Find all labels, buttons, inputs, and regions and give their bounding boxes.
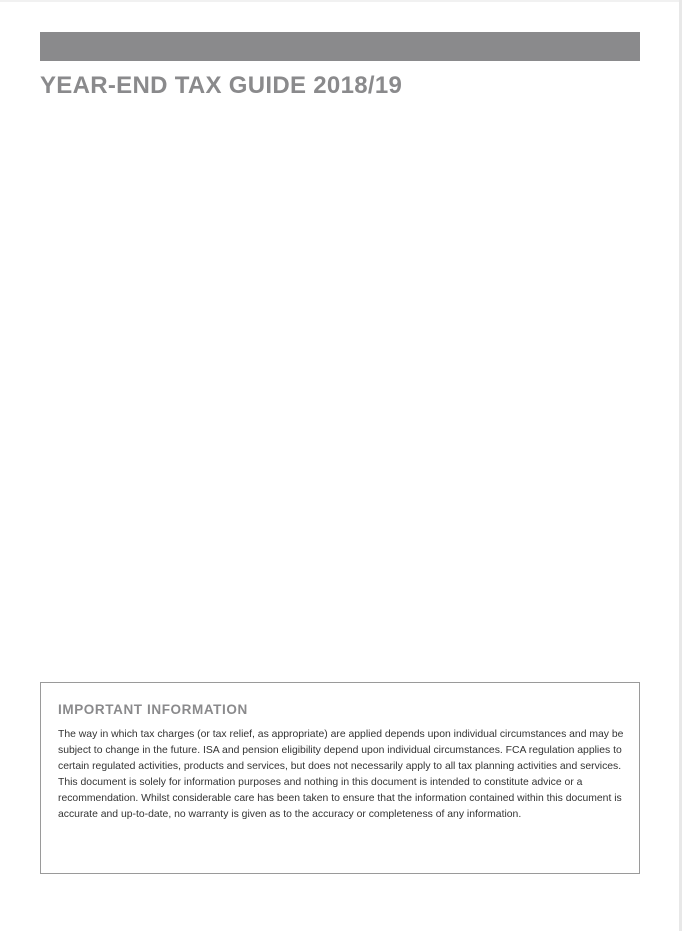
header-bar [40,32,640,61]
important-information-text: The way in which tax charges (or tax relief, as appropriate) are applied depends upon individual circumstances and may be subject to change in the future. ISA and pension eligibility depend upon individual circumstances. FCA regulation applies to certain regulated activities, products and services, but does not necessarily apply to all tax planning activities and services. This document is solely for information purposes and nothing in this document is intended to constitute advice or a recommendation. Whilst considerable care has been taken to ensure that the information contained within this document is accurate and up-to-date, no warranty is given as to the accuracy or completeness of any information. [58,729,624,820]
page-top-edge [0,0,682,2]
important-information-heading: IMPORTANT INFORMATION [58,702,248,717]
important-information-box [40,682,640,874]
document-title: YEAR-END TAX GUIDE 2018/19 [40,72,403,99]
